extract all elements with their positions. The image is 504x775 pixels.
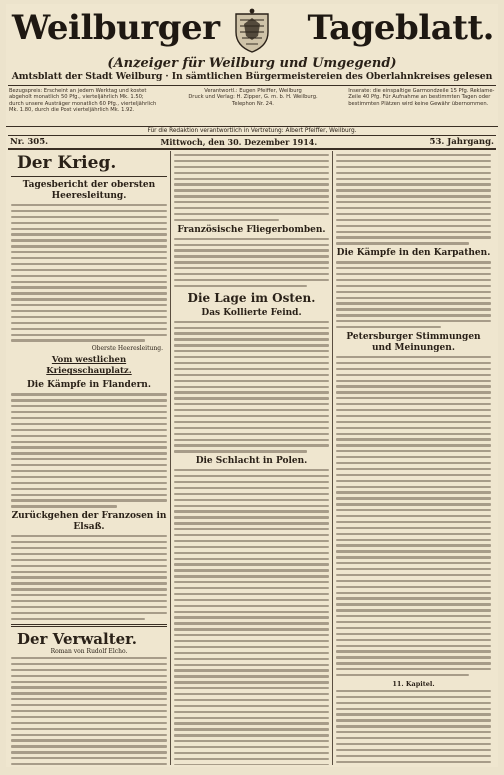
article-text bbox=[174, 238, 329, 287]
article-columns bbox=[8, 151, 496, 765]
alsace-heading: Zurückgehen der Franzosen in Elsaß. bbox=[11, 511, 167, 533]
volume-year: 53. Jahrgang. bbox=[429, 137, 494, 147]
article-text bbox=[336, 261, 491, 328]
feuilleton-text bbox=[336, 690, 491, 765]
east-subheading: Das Kollierte Feind. bbox=[201, 307, 302, 318]
issue-number: Nr. 305. bbox=[10, 137, 49, 147]
article-text bbox=[174, 469, 329, 765]
dateline bbox=[8, 136, 496, 150]
east-situation-heading: Die Lage im Osten. bbox=[187, 290, 316, 305]
chapter-heading: 11. Kapitel. bbox=[392, 679, 435, 688]
telephone-line: Telephon Nr. 24. bbox=[232, 100, 274, 107]
article-text bbox=[11, 535, 167, 620]
army-report-heading: Tagesbericht der obersten Heeresleitung. bbox=[22, 180, 156, 201]
subscription-info: Bezugspreis: Erscheint an jedem Werktag und kostet abgeholt monatlich 50 Pfg., vierteljährlich Mk. 1.50; durch unsere Austräger monatlich 60 Pfg., vierteljährlich Mk. 1.80, durch die Post vierteljährlich Mk. 1.92. bbox=[9, 88, 157, 114]
western-front-heading: Vom westlichen Kriegsschauplatz. bbox=[46, 355, 132, 377]
article-text bbox=[11, 204, 167, 342]
petersburg-heading: Petersburger Stimmungen und Meinungen. bbox=[346, 331, 481, 353]
aerial-bombs-heading: Französische Fliegerbomben. bbox=[177, 224, 326, 235]
subtitle: (Anzeiger für Weilburg und Umgegend) bbox=[107, 56, 397, 71]
feuilleton-title: Der Verwalter. bbox=[17, 629, 137, 648]
article-text bbox=[11, 393, 167, 507]
article-text bbox=[174, 154, 329, 221]
flanders-heading: Die Kämpfe in Flandern. bbox=[26, 380, 151, 391]
publisher-info bbox=[164, 88, 343, 124]
title-weilburger: Weilburger bbox=[12, 8, 220, 48]
issue-date: Mittwoch, den 30. Dezember 1914. bbox=[160, 137, 318, 147]
poland-battle-heading: Die Schlacht in Polen. bbox=[195, 456, 308, 467]
feuilleton-divider bbox=[11, 624, 167, 627]
editorial-note: Für die Redaktion verantwortlich in Vertretung: Albert Pfeiffer, Weilburg. bbox=[8, 127, 496, 136]
column-2 bbox=[170, 151, 332, 765]
carpathians-heading: Die Kämpfe in den Karpathen. bbox=[336, 248, 491, 259]
column-1 bbox=[8, 151, 170, 765]
info-band bbox=[6, 86, 498, 127]
printer-line: Druck und Verlag: H. Zipper, G. m. b. H. Weilburg. bbox=[188, 94, 318, 101]
coat-of-arms-icon bbox=[230, 8, 274, 54]
article-text bbox=[336, 154, 491, 245]
signature: Oberste Heeresleitung. bbox=[91, 345, 163, 353]
title-tageblatt: Tageblatt. bbox=[307, 8, 494, 48]
article-text bbox=[174, 321, 329, 453]
article-text bbox=[336, 356, 491, 676]
feuilleton-author: Roman von Rudolf Elcho. bbox=[50, 647, 128, 655]
feuilleton-text bbox=[11, 657, 167, 765]
newspaper-page bbox=[6, 4, 498, 767]
divider bbox=[11, 176, 167, 177]
masthead bbox=[6, 4, 498, 58]
column-3 bbox=[332, 151, 494, 765]
advertising-info: Inserate: die einspaltige Garmondzeile 15 Pfg. Reklame-Zeile 40 Pfg. Für Aufnahme an bestimmten Tagen oder bestimmten Plätzen wird keine Gewähr übernommen. bbox=[348, 88, 495, 107]
official-gazette-line: Amtsblatt der Stadt Weilburg · In sämtlichen Bürgermeistereien des Oberlahnkreises gelesen bbox=[8, 71, 496, 86]
editor-line: Verantwortl.: Eugen Pfeiffer, Weilburg bbox=[204, 88, 302, 94]
war-heading: Der Krieg. bbox=[17, 153, 117, 173]
